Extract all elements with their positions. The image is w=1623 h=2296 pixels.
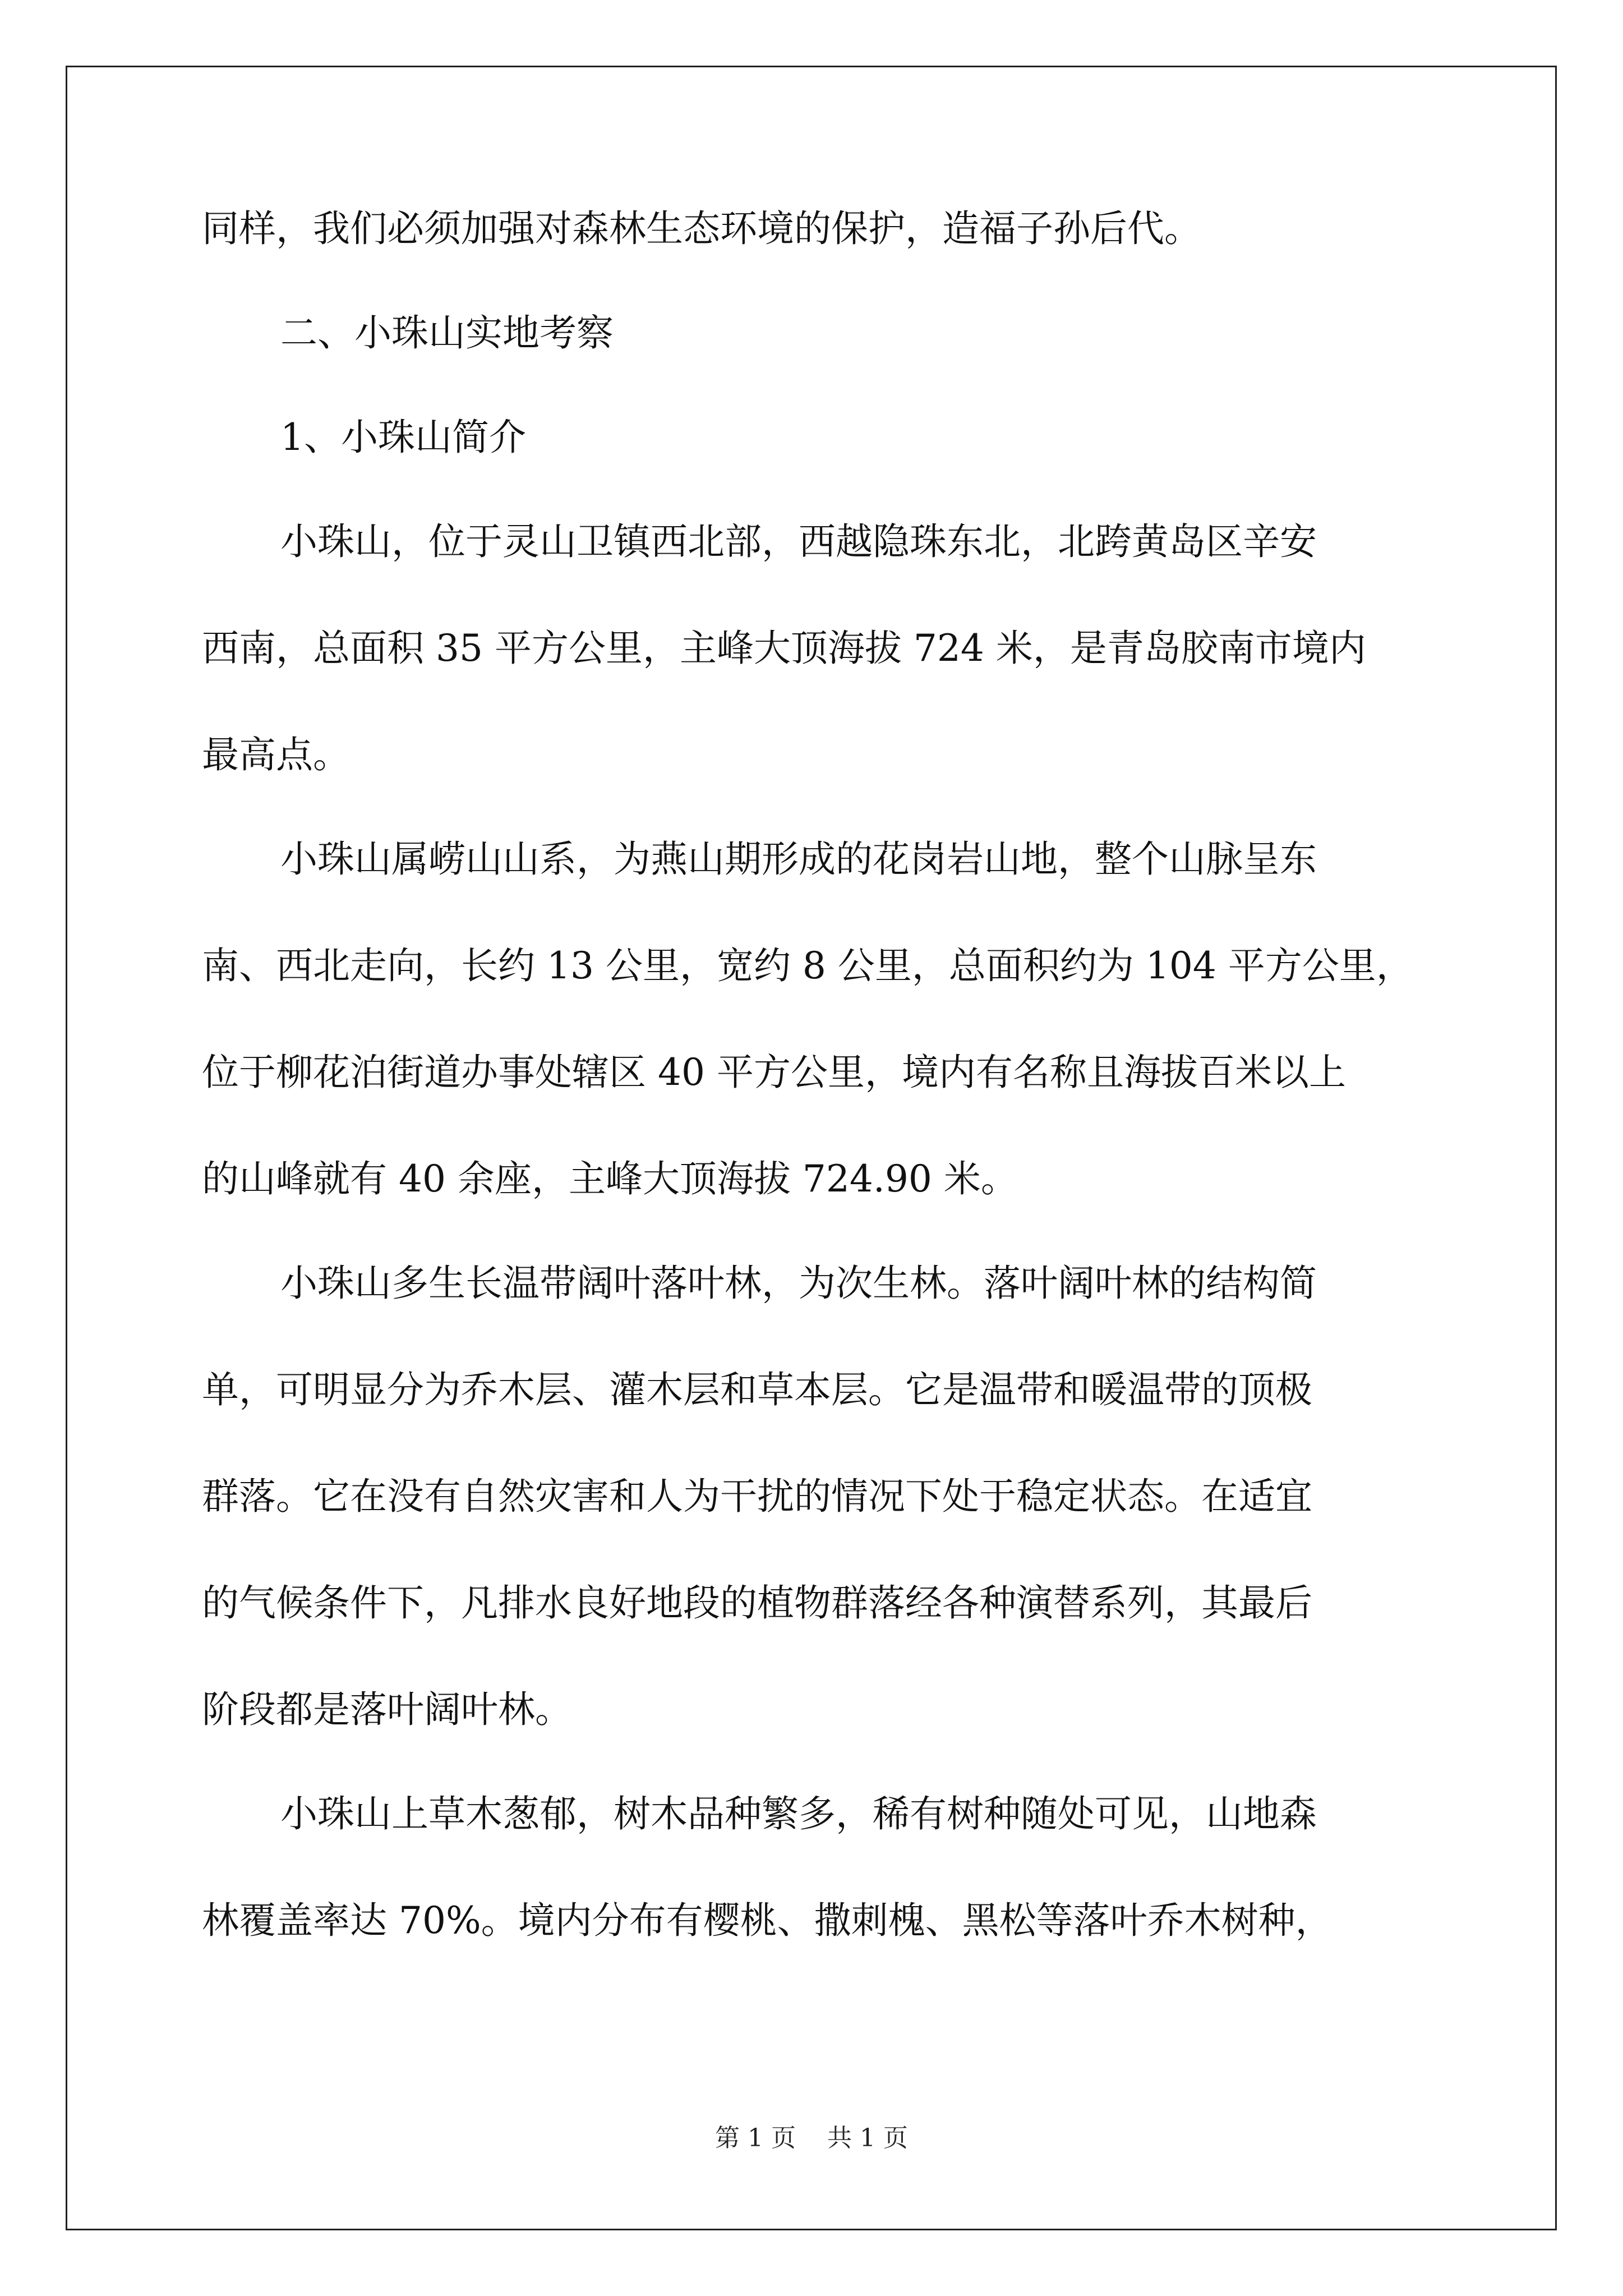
paragraph-line: 南、西北走向，长约 13 公里，宽约 8 公里，总面积约为 104 平方公里，	[202, 944, 1413, 987]
paragraph-line: 林覆盖率达 70%。境内分布有樱桃、撒刺槐、黑松等落叶乔木树种，	[202, 1899, 1332, 1942]
paragraph-line: 同样，我们必须加强对森林生态环境的保护，造福子孙后代。	[202, 207, 1201, 250]
paragraph-line: 阶段都是落叶阔叶林。	[202, 1688, 572, 1731]
subsection-heading: 1、小珠山简介	[280, 416, 526, 459]
paragraph-line: 小珠山上草木葱郁，树木品种繁多，稀有树种随处可见，山地森	[280, 1792, 1317, 1835]
paragraph-line: 群落。它在没有自然灾害和人为干扰的情况下处于稳定状态。在适宜	[202, 1475, 1312, 1518]
paragraph-line: 小珠山，位于灵山卫镇西北部，西越隐珠东北，北跨黄岛区辛安	[280, 520, 1317, 563]
paragraph-line: 的山峰就有 40 余座，主峰大顶海拔 724.90 米。	[202, 1157, 1018, 1200]
paragraph-line: 位于柳花泊街道办事处辖区 40 平方公里，境内有名称且海拔百米以上	[202, 1051, 1346, 1094]
paragraph-line: 的气候条件下，凡排水良好地段的植物群落经各种演替系列，其最后	[202, 1581, 1312, 1625]
paragraph-line: 单，可明显分为乔木层、灌木层和草本层。它是温带和暖温带的顶极	[202, 1368, 1312, 1411]
paragraph-line: 西南，总面积 35 平方公里，主峰大顶海拔 724 米，是青岛胶南市境内	[202, 627, 1366, 670]
section-heading: 二、小珠山实地考察	[280, 311, 614, 355]
document-body	[202, 202, 1419, 1948]
page-footer: 第 1 页 共 1 页	[715, 2124, 908, 2152]
paragraph-line: 最高点。	[202, 733, 350, 776]
paragraph-line: 小珠山属崂山山系，为燕山期形成的花岗岩山地，整个山脉呈东	[280, 838, 1317, 881]
paragraph-line: 小珠山多生长温带阔叶落叶林，为次生林。落叶阔叶林的结构简	[280, 1262, 1317, 1305]
